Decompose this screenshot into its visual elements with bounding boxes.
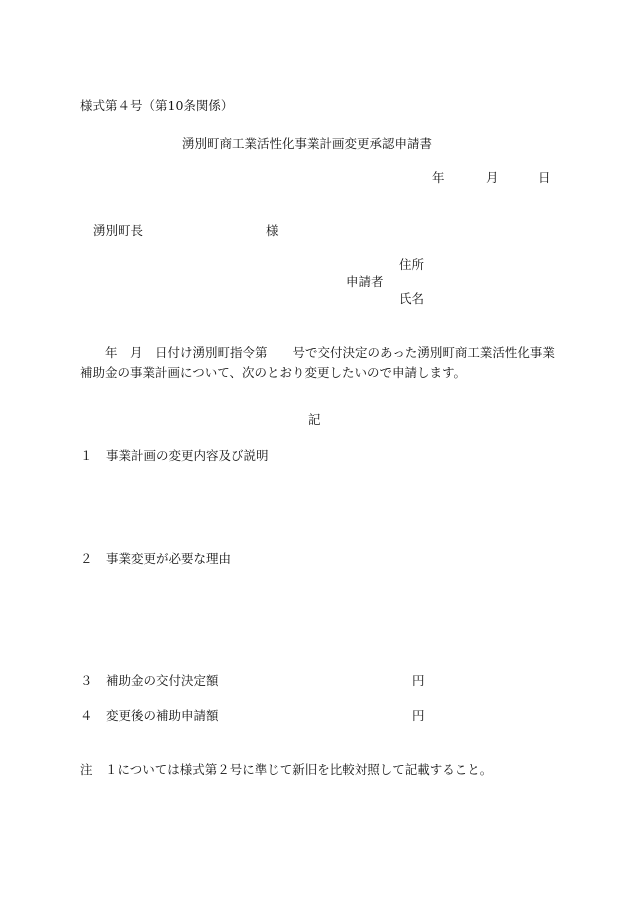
applicant-label: 申請者 xyxy=(346,274,384,289)
item-label: 変更後の補助申請額 xyxy=(106,708,219,723)
body-paragraph: 年 月 日付け湧別町指令第 号で交付決定のあった湧別町商工業活性化事業補助金の事業計画について、次のとおり変更したいので申請します。 xyxy=(80,345,555,380)
footnote: 注 １については様式第２号に準じて新旧を比較対照して記載すること。 xyxy=(80,762,493,777)
item-number: １ xyxy=(80,448,93,463)
address-label: 住所 xyxy=(399,257,425,272)
item-label: 事業計画の変更内容及び説明 xyxy=(106,448,269,463)
item-unit: 円 xyxy=(412,708,425,723)
item-number: ２ xyxy=(80,551,93,566)
date-year: 年 xyxy=(432,170,445,185)
name-label: 氏名 xyxy=(399,291,425,306)
item-unit: 円 xyxy=(412,673,425,688)
item-number: ４ xyxy=(80,708,93,723)
document-title: 湧別町商工業活性化事業計画変更承認申請書 xyxy=(182,136,433,151)
item-label: 補助金の交付決定額 xyxy=(106,673,219,688)
ki-heading: 記 xyxy=(308,412,321,427)
item-label: 事業変更が必要な理由 xyxy=(106,551,232,566)
addressee-honorific: 様 xyxy=(266,223,279,238)
date-month: 月 xyxy=(486,170,499,185)
form-number: 様式第４号（第10条関係） xyxy=(80,98,234,113)
addressee-name: 湧別町長 xyxy=(93,223,144,238)
item-number: ３ xyxy=(80,673,93,688)
date-day: 日 xyxy=(538,170,551,185)
